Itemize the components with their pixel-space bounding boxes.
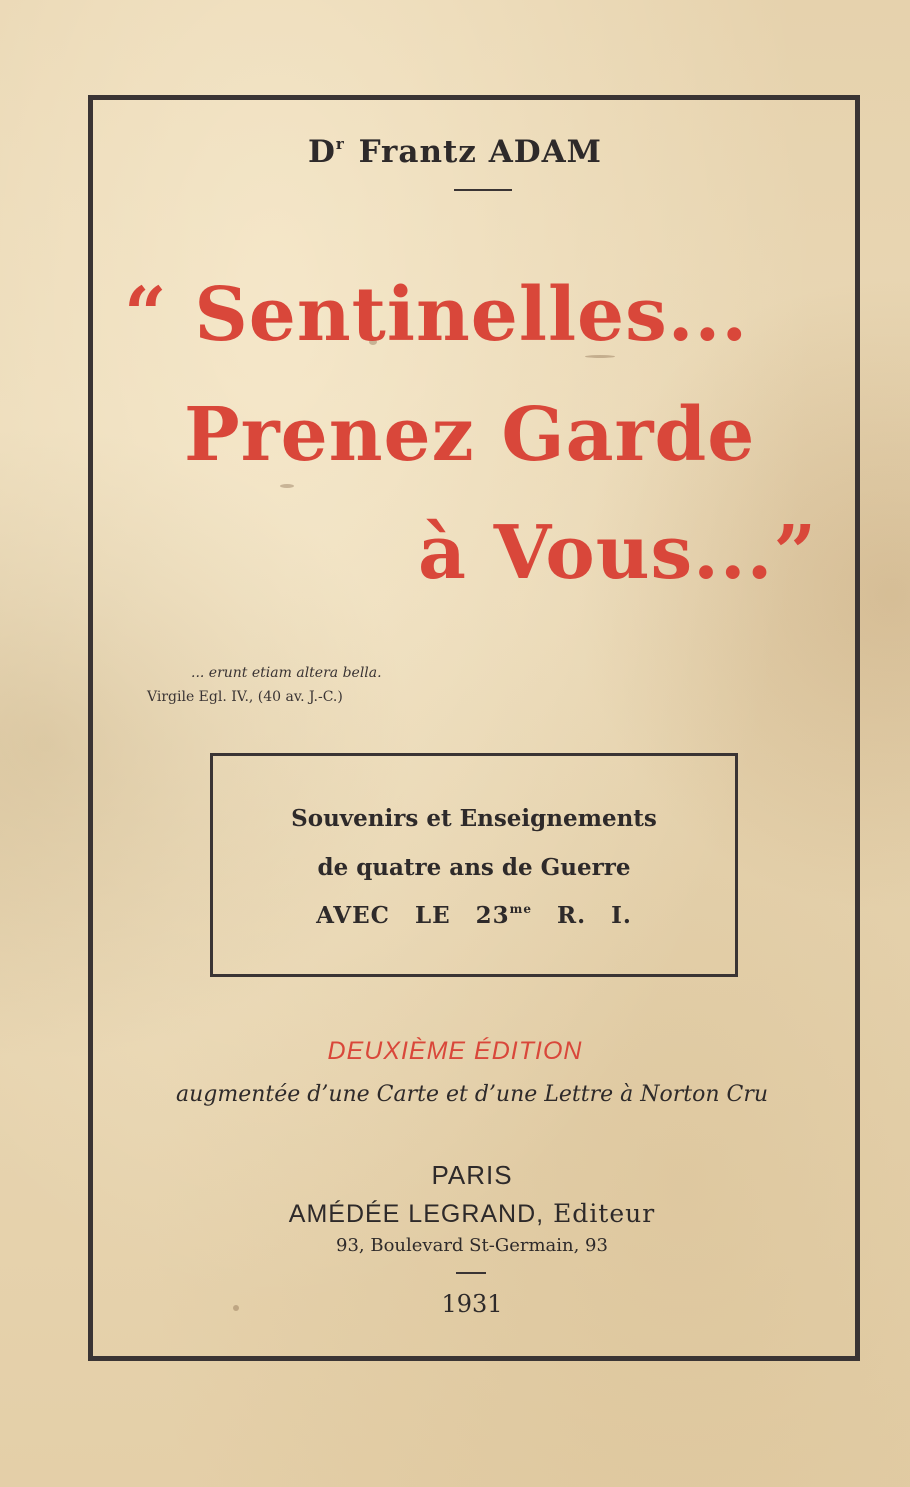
author-full-name: Frantz ADAM [358, 134, 603, 170]
author-name [0, 134, 910, 170]
subtitle-box [210, 753, 738, 977]
subtitle-regiment-suffix: R. I. [557, 902, 632, 929]
epigraph-source: Virgile Egl. IV., (40 av. J.-C.) [147, 689, 343, 705]
title-line-1: “ Sentinelles... [124, 272, 749, 358]
publisher-role: Editeur [553, 1199, 656, 1228]
author-prefix-superscript: r [335, 135, 345, 153]
epigraph-quote: ... erunt etiam altera bella. [191, 665, 382, 681]
author-prefix: D [307, 134, 336, 170]
publisher-address: 93, Boulevard St-Germain, 93 [336, 1235, 608, 1256]
publisher-city: PARIS [431, 1160, 513, 1190]
publisher-name: AMÉDÉE LEGRAND, [288, 1200, 545, 1228]
title-line-2: Prenez Garde [184, 392, 756, 478]
edition-note: augmentée d’une Carte et d’une Lettre à Norton Cru [175, 1082, 769, 1107]
publication-year: 1931 [441, 1290, 503, 1318]
subtitle-line-1: Souvenirs et Enseignements [291, 805, 657, 832]
publisher-line [0, 1199, 910, 1229]
subtitle-line-3 [213, 902, 735, 929]
title-line-3: à Vous...” [418, 510, 818, 596]
author-divider [454, 189, 512, 191]
year-divider [456, 1272, 486, 1274]
edition-label: DEUXIÈME ÉDITION [327, 1037, 583, 1065]
subtitle-line-2: de quatre ans de Guerre [317, 854, 631, 881]
subtitle-regiment-superscript: me [509, 902, 532, 916]
subtitle-regiment-prefix: AVEC LE 23 [316, 902, 510, 929]
